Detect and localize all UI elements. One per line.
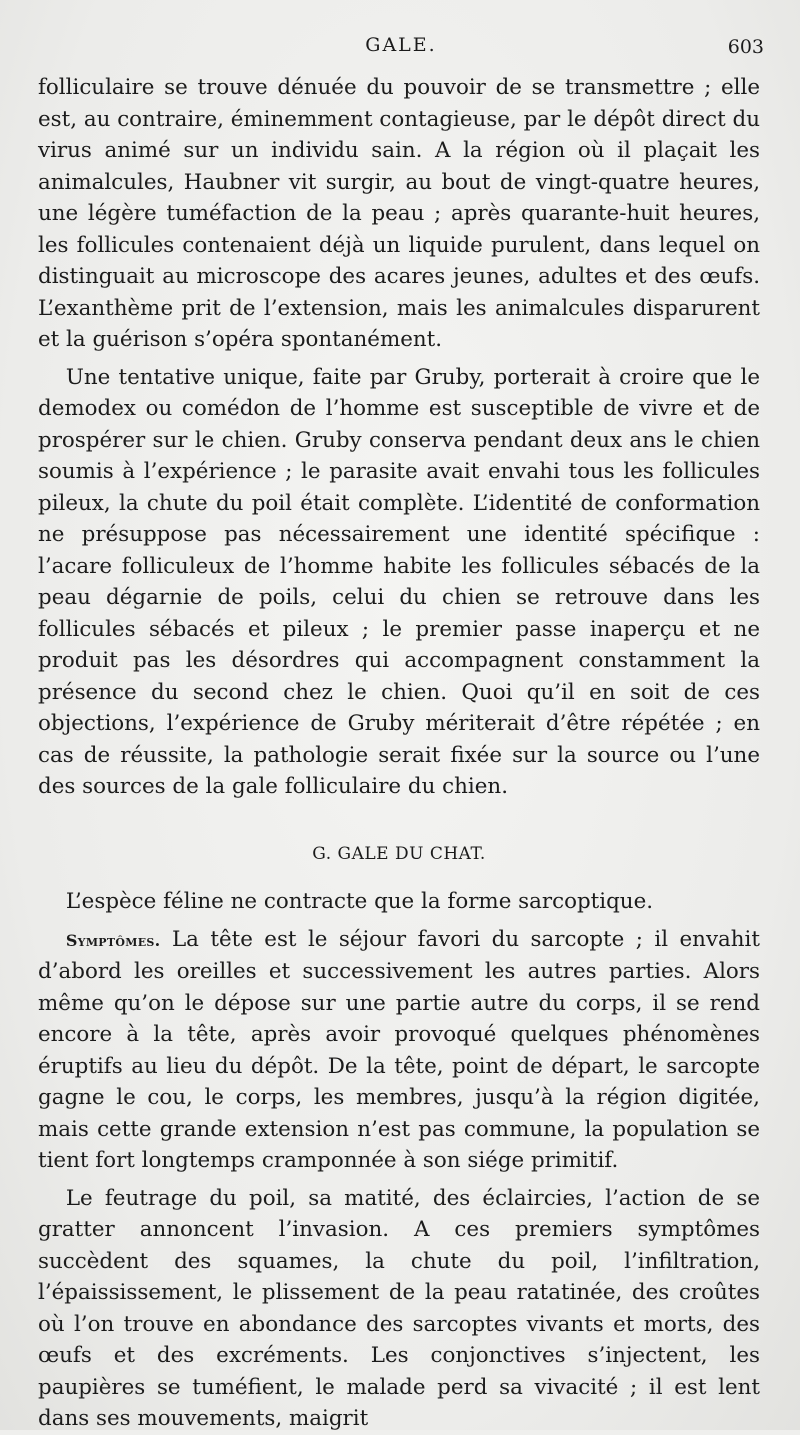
page-number: 603 — [727, 36, 764, 58]
paragraph-invasion: Le feutrage du poil, sa matité, des éclaircies, l’action de se gratter annoncent l’invasion. A ces premiers symptômes succèdent des squames, la chute du poil, l’infiltration, l’épaississement, le plissement de la peau ratatinée, des croûtes où l’on trouve en abondance des sarcoptes vivants et morts, des œufs et des excréments. Les conjonctives s’injectent, les paupières se tuméfient, le malade perd sa vivacité ; il est lent dans ses mouvements, maigrit — [38, 1185, 760, 1431]
symptoms-label: Symptômes. — [65, 930, 161, 950]
symptoms-paragraph — [38, 924, 760, 1177]
page-header — [38, 30, 764, 60]
body-text — [38, 72, 760, 1435]
symptoms-text: La tête est le séjour favori du sarcopte ; il envahit d’abord les oreilles et successivement les autres parties. Alors même qu’on le dépose sur une partie autre du corps, il se rend encore à la tête, après avoir provoqué quelques phénomènes éruptifs au lieu du dépôt. De la tête, point de départ, le sarcopte gagne le cou, le corps, les membres, jusqu’à la région digitée, mais cette grande extension n’est pas commune, la population se tient fort longtemps cramponnée à son siége primitif. — [38, 926, 760, 1173]
paragraph-continuation: folliculaire se trouve dénuée du pouvoir de se transmettre ; elle est, au contraire, éminemment contagieuse, par le dépôt direct du virus animé sur un individu sain. A la région où il plaçait les animalcules, Haubner vit surgir, au bout de vingt-quatre heures, une légère tuméfaction de la peau ; après quarante-huit heures, les follicules contenaient déjà un liquide purulent, dans lequel on distinguait au microscope des acares jeunes, adultes et des œufs. L’exanthème prit de l’extension, mais les animalcules disparurent et la guérison s’opéra spontanément. — [38, 75, 760, 352]
section-heading: G. GALE DU CHAT. — [312, 843, 486, 864]
running-title: GALE. — [365, 34, 437, 56]
section-intro: L’espèce féline ne contracte que la forme sarcoptique. — [65, 889, 654, 914]
paragraph-gruby: Une tentative unique, faite par Gruby, porterait à croire que le demodex ou comédon de l’homme est susceptible de vivre et de prospérer sur le chien. Gruby conserva pendant deux ans le chien soumis à l’expérience ; le parasite avait envahi tous les follicules pileux, la chute du poil était complète. L’identité de conformation ne présuppose pas nécessairement une identité spécifique : l’acare folliculeux de l’homme habite les follicules sébacés de la peau dégarnie de poils, celui du chien se retrouve dans les follicules sébacés et pileux ; le premier passe inaperçu et ne produit pas les désordres qui accompagnent constamment la présence du second chez le chien. Quoi qu’il en soit de ces objections, l’expérience de Gruby mériterait d’être répétée ; en cas de réussite, la pathologie serait fixée sur la source ou l’une des sources de la gale folliculaire du chien. — [38, 364, 760, 799]
